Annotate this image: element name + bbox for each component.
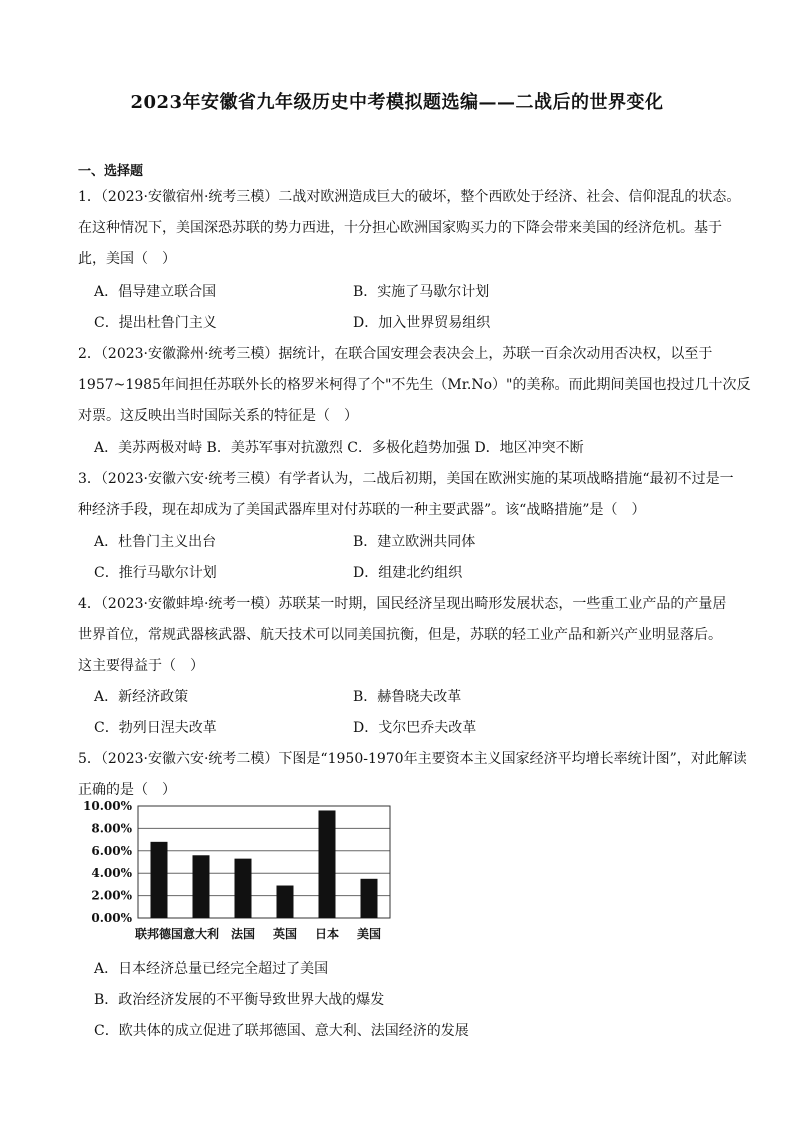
bar bbox=[277, 886, 294, 918]
growth-rate-bar-chart bbox=[74, 798, 394, 948]
y-tick-label: 2.00% bbox=[91, 888, 132, 903]
x-tick-label: 联邦德国 bbox=[134, 927, 184, 941]
y-tick-label: 8.00% bbox=[91, 821, 132, 836]
q4-option-c: C．勃列日涅夫改革 bbox=[94, 720, 217, 736]
q4-line-3: 这主要得益于（ ） bbox=[78, 658, 204, 674]
q3-line-2: 种经济手段，现在却成为了美国武器库里对付苏联的一种主要武器”。该“战略措施”是（ ） bbox=[78, 502, 646, 518]
x-tick-label: 日本 bbox=[314, 927, 340, 941]
q4-option-a: A．新经济政策 bbox=[94, 689, 189, 705]
bar bbox=[319, 810, 336, 918]
q2-line-1: 2．（2023·安徽滁州·统考三模）据统计，在联合国安理会表决会上，苏联一百余次动用否决权，以至于 bbox=[78, 346, 713, 362]
bar bbox=[151, 842, 168, 918]
q1-option-a: A．倡导建立联合国 bbox=[94, 284, 217, 300]
q4-line-1: 4．（2023·安徽蚌埠·统考一模）苏联某一时期，国民经济呈现出畸形发展状态，一些重工业产品的产量居 bbox=[78, 596, 727, 612]
q4-line-2: 世界首位，常规武器核武器、航天技术可以同美国抗衡，但是，苏联的轻工业产品和新兴产业明显落后。 bbox=[78, 627, 722, 643]
q2-line-3: 对票。这反映出当时国际关系的特征是（ ） bbox=[78, 408, 358, 424]
q1-line-1: 1．（2023·安徽宿州·统考三模）二战对欧洲造成巨大的破坏，整个西欧处于经济、社会、信仰混乱的状态。 bbox=[78, 189, 741, 205]
plot-frame bbox=[138, 806, 390, 918]
bar bbox=[235, 859, 252, 918]
q5-option-b: B．政治经济发展的不平衡导致世界大战的爆发 bbox=[94, 992, 385, 1008]
x-tick-label: 意大利 bbox=[182, 927, 220, 941]
y-tick-label: 0.00% bbox=[91, 911, 132, 925]
q4-option-d: D．戈尔巴乔夫改革 bbox=[353, 720, 477, 736]
x-tick-label: 美国 bbox=[356, 927, 382, 941]
page-title: 2023年安徽省九年级历史中考模拟题选编——二战后的世界变化 bbox=[130, 92, 664, 113]
x-tick-label: 英国 bbox=[272, 927, 298, 941]
q1-option-b: B．实施了马歇尔计划 bbox=[353, 284, 490, 300]
q5-line-2: 正确的是（ ） bbox=[78, 782, 176, 798]
q5-option-c: C．欧共体的成立促进了联邦德国、意大利、法国经济的发展 bbox=[94, 1023, 469, 1039]
q3-option-a: A．杜鲁门主义出台 bbox=[94, 534, 217, 550]
section-heading: 一、选择题 bbox=[78, 164, 144, 179]
q3-option-d: D．组建北约组织 bbox=[353, 565, 463, 581]
x-tick-label: 法国 bbox=[230, 927, 256, 941]
y-tick-label: 10.00% bbox=[83, 799, 132, 813]
bar bbox=[193, 855, 210, 918]
q1-option-d: D．加入世界贸易组织 bbox=[353, 315, 491, 331]
q1-line-3: 此，美国（ ） bbox=[78, 251, 176, 267]
q5-option-a: A．日本经济总量已经完全超过了美国 bbox=[94, 961, 329, 977]
q3-line-1: 3．（2023·安徽六安·统考三模）有学者认为，二战后初期，美国在欧洲实施的某项战略措施“最初不过是一 bbox=[78, 471, 734, 487]
y-tick-label: 4.00% bbox=[91, 866, 132, 881]
q2-line-2: 1957~1985年间担任苏联外长的格罗米柯得了个"不先生（Mr.No）"的美称。而此期间美国也投过几十次反 bbox=[78, 377, 751, 393]
q3-option-b: B．建立欧洲共同体 bbox=[353, 534, 476, 550]
bar bbox=[361, 879, 378, 918]
q1-option-c: C．提出杜鲁门主义 bbox=[94, 315, 217, 331]
q1-line-2: 在这种情况下，美国深恐苏联的势力西进，十分担心欧洲国家购买力的下降会带来美国的经济危机。基于 bbox=[78, 220, 722, 236]
q5-line-1: 5．（2023·安徽六安·统考二模）下图是“1950-1970年主要资本主义国家经济平均增长率统计图”，对此解读 bbox=[78, 751, 747, 767]
q3-option-c: C．推行马歇尔计划 bbox=[94, 565, 217, 581]
q2-options: A．美苏两极对峙 B．美苏军事对抗激烈 C．多极化趋势加强 D．地区冲突不断 bbox=[94, 440, 584, 456]
y-tick-label: 6.00% bbox=[91, 843, 132, 858]
q4-option-b: B．赫鲁晓夫改革 bbox=[353, 689, 462, 705]
